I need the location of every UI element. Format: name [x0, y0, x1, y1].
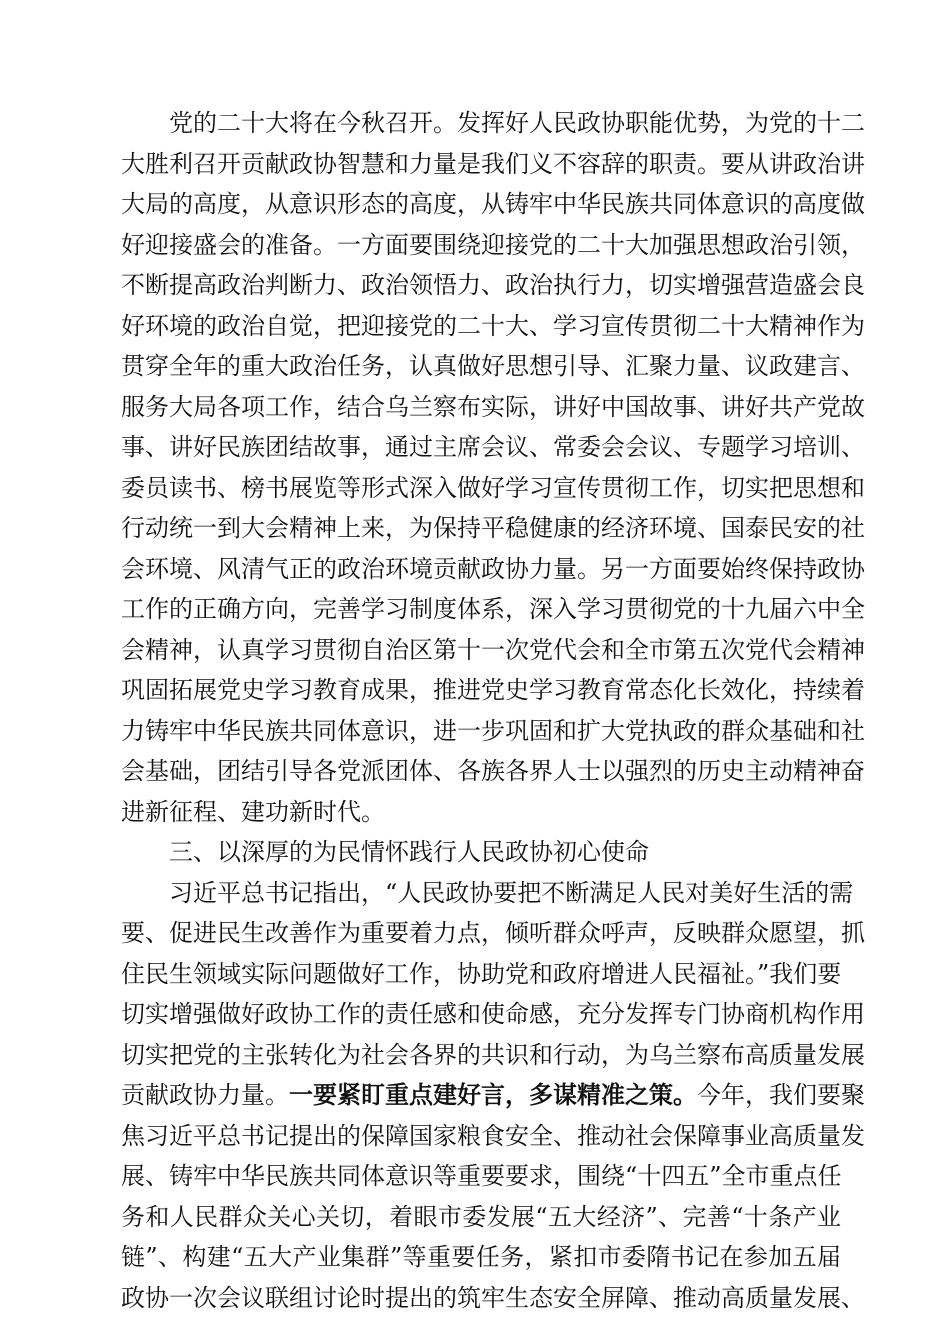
paragraph-line: 切实把党的主张转化为社会各界的共识和行动，为乌兰察布高质量发展 — [121, 1040, 865, 1069]
paragraph-line: 好迎接盛会的准备。一方面要围绕迎接党的二十大加强思想政治引领， — [121, 230, 865, 259]
section-heading: 三、以深厚的为民情怀践行人民政协初心使命 — [169, 838, 649, 866]
paragraph-line: 好环境的政治自觉，把迎接党的二十大、学习宣传贯彻二十大精神作为 — [121, 311, 865, 340]
paragraph-line: 展、铸牢中华民族共同体意识等重要要求，围绕“十四五”全市重点任 — [121, 1162, 842, 1190]
paragraph-line: 会环境、风清气正的政治环境贡献政协力量。另一方面要始终保持政协 — [121, 554, 865, 583]
paragraph-line: 贯穿全年的重大政治任务，认真做好思想引导、汇聚力量、议政建言、 — [121, 352, 865, 380]
paragraph-line: 巩固拓展党史学习教育成果，推进党史学习教育常态化长效化，持续着 — [121, 676, 865, 704]
paragraph-line: 行动统一到大会精神上来，为保持平稳健康的经济环境、国泰民安的社 — [121, 514, 865, 542]
paragraph-line-mixed — [121, 1075, 865, 1116]
paragraph-text: 贡献政协力量。 — [121, 1081, 289, 1109]
paragraph-line: 工作的正确方向，完善学习制度体系，深入学习贯彻党的十九届六中全 — [121, 595, 865, 623]
paragraph-line: 事、讲好民族团结故事，通过主席会议、常委会会议、专题学习培训、 — [121, 433, 865, 461]
paragraph-line: 住民生领域实际问题做好工作，协助党和政府增进人民福祉。”我们要 — [121, 959, 842, 988]
paragraph-line: 切实增强做好政协工作的责任感和使命感，充分发挥专门协商机构作用 — [121, 1000, 865, 1028]
paragraph-line: 会精神，认真学习贯彻自治区第十一次党代会和全市第五次党代会精神 — [121, 635, 865, 664]
paragraph-line: 服务大局各项工作，结合乌兰察布实际，讲好中国故事、讲好共产党故 — [121, 392, 865, 421]
bold-emphasis: 一要紧盯重点建好言，多谋精准之策。 — [289, 1080, 697, 1109]
document-body — [121, 103, 865, 1318]
paragraph-line: 大局的高度，从意识形态的高度，从铸牢中华民族共同体意识的高度做 — [121, 190, 865, 218]
paragraph-line: 务和人民群众关心关切，着眼市委发展“五大经济”、完善“十条产业 — [121, 1202, 841, 1231]
paragraph-line: 链”、构建“五大产业集群”等重要任务，紧扣市委隋书记在参加五届 — [121, 1243, 841, 1271]
paragraph-line: 力铸牢中华民族共同体意识，进一步巩固和扩大党执政的群众基础和社 — [121, 716, 865, 745]
paragraph-line: 委员读书、榜书展览等形式深入做好学习宣传贯彻工作，切实把思想和 — [121, 473, 865, 502]
paragraph-text: 今年，我们要聚 — [697, 1081, 865, 1109]
paragraph-line: 会基础，团结引导各党派团体、各族各界人士以强烈的历史主动精神奋 — [121, 757, 865, 785]
paragraph-line: 大胜利召开贡献政协智慧和力量是我们义不容辞的职责。要从讲政治讲 — [121, 149, 865, 178]
paragraph-line: 习近平总书记指出，“人民政协要把不断满足人民对美好生活的需 — [169, 878, 854, 907]
paragraph-line: 进新征程、建功新时代。 — [121, 797, 385, 826]
paragraph-line: 焦习近平总书记提出的保障国家粮食安全、推动社会保障事业高质量发 — [121, 1121, 865, 1150]
paragraph-line: 党的二十大将在今秋召开。发挥好人民政协职能优势，为党的十二 — [169, 109, 865, 137]
paragraph-line: 要、促进民生改善作为重要着力点，倾听群众呼声，反映群众愿望，抓 — [121, 919, 865, 947]
paragraph-line: 政协一次会议联组讨论时提出的筑牢生态安全屏障、推动高质量发展、 — [121, 1283, 865, 1312]
paragraph-line: 不断提高政治判断力、政治领悟力、政治执行力，切实增强营造盛会良 — [121, 271, 865, 299]
